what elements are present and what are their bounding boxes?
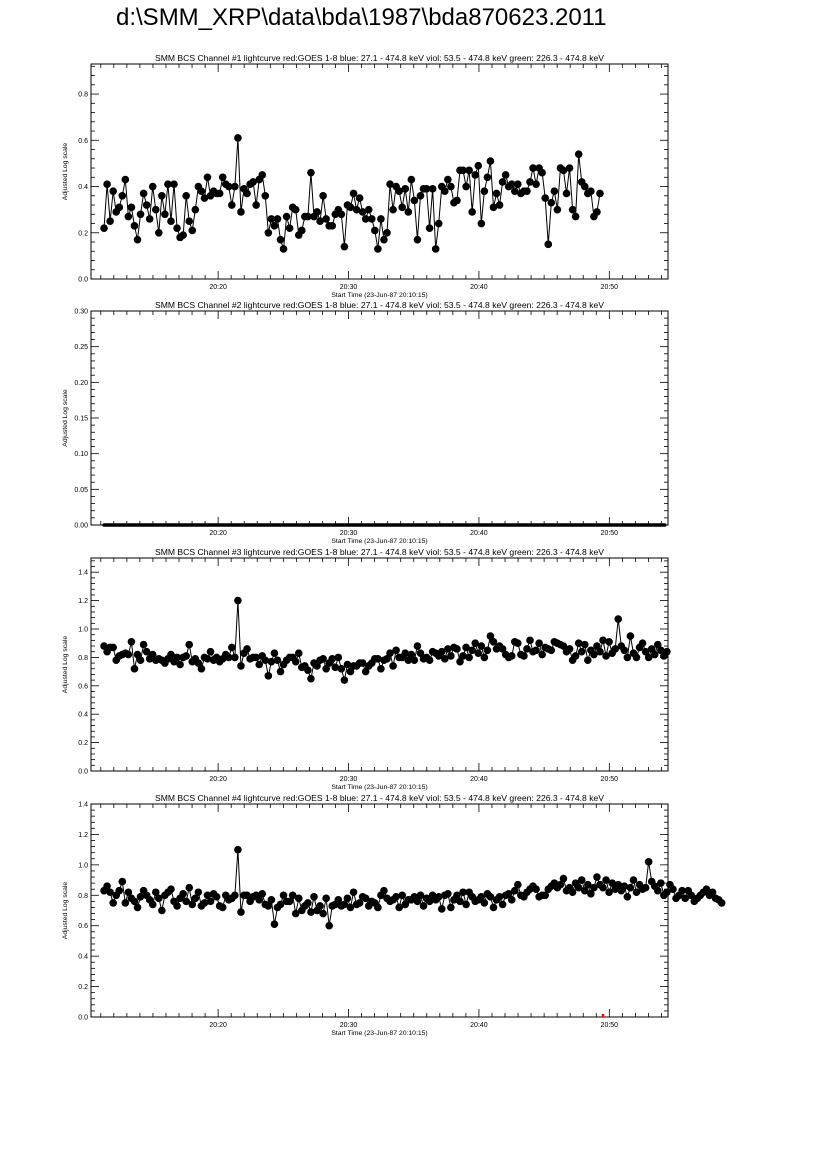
data-point [484,647,492,655]
y-tick-label: 0.30 [74,308,88,316]
data-point [496,201,504,209]
data-point [198,665,206,673]
data-point [286,224,294,232]
data-point [140,641,148,649]
data-point [389,206,397,214]
data-point [122,899,130,907]
data-point [234,846,242,854]
data-point [426,224,434,232]
data-point [514,180,522,188]
y-tick-label: 0.2 [78,230,88,238]
data-point [532,180,540,188]
data-point [131,665,139,673]
series-line [104,601,667,681]
data-point [125,651,133,659]
data-point [338,210,346,218]
data-point [344,895,352,903]
data-point [231,654,239,662]
data-point [350,190,358,198]
data-point [307,169,315,177]
data-point [566,645,574,653]
data-point [541,194,549,202]
data-point [100,224,108,232]
x-axis-label: Start Time (23-Jun-87 20:10:15) [331,538,428,545]
y-axis-label: Adjusted Log scale [62,142,69,201]
data-point [408,176,416,184]
data-point [268,896,276,904]
data-point [481,187,489,195]
y-tick-label: 1.2 [78,831,88,839]
data-point [462,901,470,909]
data-point [532,885,540,893]
data-point [621,647,629,655]
y-tick-label: 1.4 [78,801,88,809]
data-point [502,171,510,179]
x-axis-label: Start Time (23-Jun-87 20:10:15) [331,1030,428,1037]
y-tick-label: 0.4 [78,711,88,719]
y-tick-label: 0.4 [78,184,88,192]
data-point [158,907,166,915]
data-point [627,632,635,640]
data-point [560,875,568,883]
data-point [313,208,321,216]
data-point [514,881,522,889]
data-point [426,656,434,664]
data-point [420,902,428,910]
data-point [237,662,245,670]
data-point [465,654,473,662]
data-point [380,236,388,244]
chart-title: SMM BCS Channel #2 lightcurve red:GOES 1-8 blue: 27.1 - 474.8 keV viol: 53.5 - 474.8 keV green: 226.3 - 474.8 keV [154,300,605,310]
data-point [179,890,187,898]
data-point [182,652,190,660]
data-point [307,675,315,683]
data-point [176,661,184,669]
data-point [310,893,318,901]
data-point [593,208,601,216]
data-point [207,648,215,656]
data-point [118,192,126,200]
goes-marker [602,1014,605,1017]
y-tick-label: 0.05 [74,486,88,494]
data-point [265,672,273,680]
data-point [322,895,330,903]
data-point [411,656,419,664]
x-tick-label: 20:50 [600,284,619,291]
data-point [231,891,239,899]
y-tick-label: 0.8 [78,91,88,99]
data-point [468,208,476,216]
data-point [219,904,227,912]
plot-frame [91,311,668,525]
data-point [188,227,196,235]
data-point [319,910,327,918]
data-point [322,215,330,223]
data-point [639,639,647,647]
data-point [392,647,400,655]
data-point [283,213,291,221]
data-point [481,899,489,907]
y-axis-label: Adjusted Log scale [62,881,69,940]
x-tick-label: 20:20 [209,284,227,291]
chart-panel-channel-1 [62,53,668,299]
data-point [490,904,498,912]
data-point [167,885,175,893]
y-tick-label: 0.4 [78,953,88,961]
chart-panel-channel-2 [62,300,668,545]
data-point [547,647,555,655]
data-point [417,192,425,200]
data-point [161,210,169,218]
y-tick-label: 1.2 [78,598,88,606]
data-point [192,206,200,214]
data-point [398,204,406,212]
data-point [630,876,638,884]
data-point [596,190,604,198]
data-point [271,920,279,928]
data-point [547,199,555,207]
data-point [447,183,455,191]
data-point [106,217,114,225]
data-point [277,668,285,676]
data-point [642,884,650,892]
data-point [371,227,379,235]
y-axis-label: Adjusted Log scale [62,635,69,694]
data-point [109,899,117,907]
data-point [538,169,546,177]
y-tick-label: 0.20 [74,379,88,387]
data-point [508,896,516,904]
data-point [234,597,242,605]
data-point [624,893,632,901]
data-point [465,167,473,175]
data-point [137,210,145,218]
data-point [578,876,586,884]
data-point [185,641,193,649]
data-point [377,665,385,673]
data-point [444,176,452,184]
data-point [508,652,516,660]
data-point [599,884,607,892]
data-point [563,190,571,198]
data-point [462,183,470,191]
data-point [645,858,653,866]
data-point [484,173,492,181]
data-point [170,180,178,188]
data-point [335,654,343,662]
data-point [219,173,227,181]
data-point [411,197,419,205]
data-point [234,134,242,142]
data-point [478,220,486,228]
data-point [295,649,303,657]
data-point [593,873,601,881]
y-tick-label: 0.15 [74,415,88,423]
data-point [487,157,495,165]
data-point [115,204,123,212]
data-point [526,637,534,645]
x-tick-label: 20:30 [339,284,358,291]
data-point [499,178,507,186]
data-point [228,201,236,209]
data-point [134,904,142,912]
data-point [374,245,382,253]
x-tick-label: 20:50 [600,530,619,537]
data-point [122,176,130,184]
data-point [216,190,224,198]
data-point [261,192,269,200]
data-point [243,190,251,198]
data-point [179,231,187,239]
data-point [374,904,382,912]
data-point [143,201,151,209]
data-point [146,215,154,223]
data-point [304,899,312,907]
data-point [319,192,327,200]
x-tick-label: 20:50 [600,776,619,783]
data-point [292,658,300,666]
x-tick-label: 20:50 [600,1022,619,1029]
y-tick-label: 0.6 [78,923,88,931]
data-point [404,208,412,216]
chart-panel-channel-3 [62,547,671,791]
x-tick-label: 20:20 [209,1022,227,1029]
data-point [554,206,562,214]
data-point [435,220,443,228]
x-tick-label: 20:30 [339,1022,358,1029]
data-point [441,187,449,195]
data-point [204,173,212,181]
y-tick-label: 0.10 [74,451,88,459]
data-point [584,656,592,664]
data-point [350,888,358,896]
data-point [316,902,324,910]
data-point [173,224,181,232]
data-point [274,215,282,223]
data-point [152,206,160,214]
data-point [447,904,455,912]
data-point [605,638,613,646]
data-point [569,206,577,214]
data-point [380,887,388,895]
y-tick-label: 1.0 [78,862,88,870]
y-tick-label: 0.8 [78,892,88,900]
data-point [669,885,677,893]
data-point [304,666,312,674]
data-point [569,888,577,896]
data-point [137,656,145,664]
x-tick-label: 20:40 [470,530,488,537]
data-point [341,676,349,684]
data-point [614,615,622,623]
data-point [125,213,133,221]
data-point [118,878,126,886]
data-point [657,879,665,887]
data-point [471,171,479,179]
data-point [265,229,273,237]
data-point [654,887,662,895]
data-point [377,215,385,223]
data-point [109,644,117,652]
y-tick-label: 0.6 [78,683,88,691]
data-point [271,649,279,657]
data-point [414,236,422,244]
data-point [718,899,726,907]
data-point [627,884,635,892]
chart-panel-channel-4 [62,793,725,1037]
data-point [115,887,123,895]
data-point [185,217,193,225]
y-axis-label: Adjusted Log scale [62,389,69,447]
y-tick-label: 0.00 [74,522,88,530]
data-point [155,229,163,237]
data-point [398,891,406,899]
data-point [587,187,595,195]
data-point [167,217,175,225]
x-axis-label: Start Time (23-Jun-87 20:10:15) [331,292,428,299]
data-point [298,227,306,235]
data-point [207,898,215,906]
data-point [481,654,489,662]
data-point [237,908,245,916]
data-point [185,884,193,892]
data-point [140,190,148,198]
data-point [566,164,574,172]
data-point [252,201,260,209]
x-tick-label: 20:40 [470,1022,488,1029]
data-point [581,641,589,649]
y-tick-label: 0.8 [78,654,88,662]
data-point [414,642,422,650]
chart-title: SMM BCS Channel #1 lightcurve red:GOES 1-8 blue: 27.1 - 474.8 keV viol: 53.5 - 474.8 keV green: 226.3 - 474.8 keV [154,53,605,63]
data-point [578,648,586,656]
y-tick-label: 0.25 [74,344,88,352]
data-point [663,648,671,656]
data-point [195,888,203,896]
data-point [292,206,300,214]
data-point [328,222,336,230]
data-point [474,162,482,170]
data-point [453,197,461,205]
data-point [149,183,157,191]
data-point [109,187,117,195]
data-point [131,222,139,230]
data-point [325,922,333,930]
data-point [103,180,111,188]
data-point [295,895,303,903]
data-point [258,171,266,179]
data-point [499,901,507,909]
data-point [432,245,440,253]
data-point [258,890,266,898]
y-tick-label: 0.0 [78,1014,88,1022]
data-point [453,645,461,653]
y-tick-label: 0.0 [78,768,88,776]
data-point [523,187,531,195]
data-point [520,652,528,660]
x-tick-label: 20:40 [470,284,488,291]
data-point [243,645,251,653]
data-point [429,185,437,193]
data-point [277,236,285,244]
data-point [551,187,559,195]
x-tick-label: 20:30 [339,776,358,783]
data-point [341,243,349,251]
data-point [538,651,546,659]
data-point [149,901,157,909]
page-title: d:\SMM_XRP\data\bda\1987\bda870623.2011 [116,4,607,31]
data-point [368,215,376,223]
y-tick-label: 1.4 [78,569,88,577]
y-tick-label: 0.0 [78,276,88,284]
x-tick-label: 20:20 [209,776,227,783]
data-point [128,638,136,646]
data-point [444,890,452,898]
data-point [401,185,409,193]
x-tick-label: 20:20 [209,530,227,537]
data-point [365,206,373,214]
data-point [575,150,583,158]
data-point [173,902,181,910]
data-point [389,662,397,670]
y-tick-label: 0.2 [78,984,88,992]
y-tick-label: 1.0 [78,626,88,634]
chart-title: SMM BCS Channel #4 lightcurve red:GOES 1-8 blue: 27.1 - 474.8 keV viol: 53.5 - 474.8 keV green: 226.3 - 474.8 keV [154,793,605,803]
data-point [544,241,552,249]
chart-title: SMM BCS Channel #3 lightcurve red:GOES 1-8 blue: 27.1 - 474.8 keV viol: 53.5 - 474.8 keV green: 226.3 - 474.8 keV [154,547,605,557]
data-point [633,654,641,662]
x-axis-label: Start Time (23-Jun-87 20:10:15) [331,784,428,791]
data-point [581,183,589,191]
data-point [134,236,142,244]
data-point [231,183,239,191]
data-point [514,639,522,647]
data-point [493,190,501,198]
x-tick-label: 20:30 [339,530,358,537]
data-point [228,644,236,652]
data-point [356,194,364,202]
data-point [128,204,136,212]
data-point [237,208,245,216]
data-point [271,222,279,230]
y-tick-label: 0.6 [78,137,88,145]
data-point [438,905,446,913]
x-tick-label: 20:40 [470,776,488,783]
data-point [572,213,580,221]
data-point [198,187,206,195]
y-tick-label: 0.2 [78,740,88,748]
data-point [447,652,455,660]
data-point [213,893,221,901]
data-point [158,192,166,200]
data-point [182,192,190,200]
data-point [280,245,288,253]
data-point [383,229,391,237]
